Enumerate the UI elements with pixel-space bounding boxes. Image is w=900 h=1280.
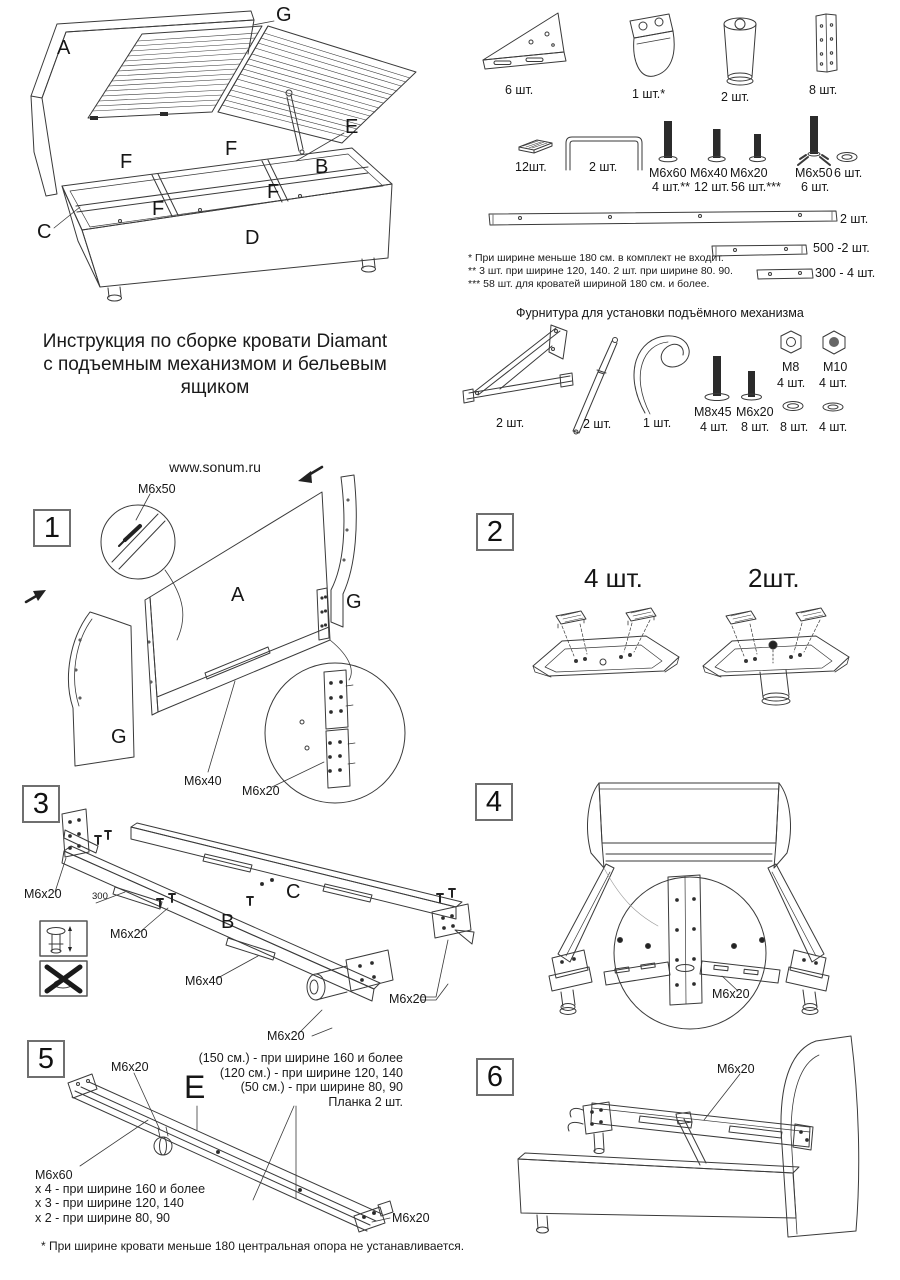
qty-slat-300: 300 - 4 шт. bbox=[815, 266, 876, 280]
overview-label-f3: F bbox=[152, 198, 165, 220]
qty-lift-bolt-m6x20: 8 шт. bbox=[741, 420, 770, 434]
qty-mounting-plate: 8 шт. bbox=[809, 83, 838, 97]
step-4-number: 4 bbox=[475, 783, 513, 821]
website-url: www.sonum.ru bbox=[169, 459, 261, 475]
qty-washer-8: 8 шт. bbox=[780, 420, 809, 434]
step-5-number: 5 bbox=[27, 1040, 65, 1078]
bolt-m8x45-icon bbox=[705, 356, 729, 401]
qty-slat-long: 2 шт. bbox=[840, 212, 869, 226]
washer-8-icon bbox=[783, 402, 803, 411]
step5-m6x60-x2: х 2 - при ширине 80, 90 bbox=[35, 1210, 170, 1225]
center-leg-bracket-icon bbox=[630, 14, 674, 76]
label-bolt-m6x40: M6x40 bbox=[690, 166, 728, 180]
washer-icon bbox=[837, 153, 857, 162]
qty-leg-bracket: 1 шт.* bbox=[632, 87, 666, 101]
step1-label-g-right: G bbox=[346, 591, 362, 613]
step1-label-m6x40: M6x40 bbox=[184, 774, 222, 788]
note-1: * При ширине меньше 180 см. в комплект не входит. bbox=[468, 252, 724, 264]
spacer-block-icon bbox=[519, 140, 552, 153]
qty-bolt-m8x45: 4 шт. bbox=[700, 420, 729, 434]
qty-nut-m8: 4 шт. bbox=[777, 376, 806, 390]
lift-mechanism-icon bbox=[463, 325, 573, 403]
hardware-notes bbox=[468, 252, 733, 291]
label-nut-m10: M10 bbox=[823, 360, 848, 374]
step3-label-b: B bbox=[221, 911, 235, 933]
step5-size-table bbox=[198, 1051, 403, 1109]
step5-label-m6x20-right: M6x20 bbox=[392, 1211, 430, 1225]
qty-bolt-m6x50: 6 шт. bbox=[801, 180, 830, 194]
lift-section-title: Фурнитура для установки подъёмного механизма bbox=[516, 306, 804, 320]
mounting-plate-icon bbox=[816, 14, 837, 72]
step2-diagram bbox=[533, 608, 849, 705]
cylindrical-leg-icon bbox=[724, 18, 756, 85]
step-6-number: 6 bbox=[476, 1058, 514, 1096]
nut-m10-icon bbox=[823, 331, 845, 354]
label-nut-m8: M8 bbox=[782, 360, 800, 374]
step3-label-m6x20-right: M6x20 bbox=[389, 992, 427, 1006]
note-2: ** 3 шт. при ширине 120, 140. 2 шт. при ширине 80. 90. bbox=[468, 265, 733, 277]
note-3: *** 58 шт. для кроватей шириной 180 см. и более. bbox=[468, 278, 710, 290]
step3-label-m6x20-bottom: M6x20 bbox=[267, 1029, 305, 1043]
label-bolt-m8x45: M8x45 bbox=[694, 405, 732, 419]
step1-label-m6x50: M6x50 bbox=[138, 482, 176, 496]
step4-diagram bbox=[549, 783, 829, 1029]
step-3-number: 3 bbox=[22, 785, 60, 823]
step6-diagram bbox=[518, 1036, 859, 1237]
step5-planka: Планка 2 шт. bbox=[328, 1094, 403, 1109]
overview-label-f2: F bbox=[225, 138, 238, 160]
bolt-m6x20-lift-icon bbox=[742, 371, 762, 400]
qty-corner-bracket: 6 шт. bbox=[505, 83, 534, 97]
step5-m6x60-block bbox=[35, 1168, 205, 1225]
bolt-m6x60-icon bbox=[659, 121, 677, 162]
qty-bolt-m6x40: 12 шт. bbox=[694, 180, 730, 194]
hardware-icons bbox=[483, 13, 857, 170]
qty-lift-mechanism: 2 шт. bbox=[496, 416, 525, 430]
corner-bracket-icon bbox=[483, 13, 566, 69]
overview-label-a: A bbox=[57, 37, 71, 59]
washer-4-icon bbox=[823, 403, 843, 411]
qty-strap: 1 шт. bbox=[643, 416, 672, 430]
step5-size-50: (50 см.) - при ширине 80, 90 bbox=[240, 1080, 403, 1095]
step6-label-m6x20: M6x20 bbox=[717, 1062, 755, 1076]
step1-label-m6x20: M6x20 bbox=[242, 784, 280, 798]
overview-label-e: E bbox=[345, 116, 359, 138]
step5-size-120: (120 см.) - при ширине 120, 140 bbox=[219, 1065, 403, 1080]
overview-label-d: D bbox=[245, 227, 260, 249]
label-bolt-m6x50: M6x50 bbox=[795, 166, 833, 180]
overview-label-f4: F bbox=[267, 181, 280, 203]
step5-size-150: (150 см.) - при ширине 160 и более bbox=[198, 1051, 403, 1065]
step4-label-m6x20: M6x20 bbox=[712, 987, 750, 1001]
qty-spacer-block: 12шт. bbox=[515, 160, 547, 174]
label-bolt-m6x20: M6x20 bbox=[730, 166, 768, 180]
step5-m6x60-x3: х 3 - при ширине 120, 140 bbox=[35, 1196, 184, 1211]
step1-diagram bbox=[26, 467, 405, 803]
step5-m6x60-x4: х 4 - при ширине 160 и более bbox=[35, 1182, 206, 1197]
step3-label-m6x40: M6x40 bbox=[185, 974, 223, 988]
step3-label-dim-300: 300 bbox=[92, 891, 108, 902]
bolt-m6x40-icon bbox=[708, 129, 725, 162]
qty-washer: 6 шт. bbox=[834, 166, 863, 180]
qty-nut-m10: 4 шт. bbox=[819, 376, 848, 390]
overview-label-c: C bbox=[37, 221, 52, 243]
overview-label-f1: F bbox=[120, 151, 133, 173]
overview-label-b: B bbox=[315, 156, 329, 178]
step1-label-a: A bbox=[231, 584, 245, 606]
qty-washer-4: 4 шт. bbox=[819, 420, 848, 434]
page-title-line1: Инструкция по сборке кровати Diamant bbox=[42, 331, 388, 352]
step-1-number: 1 bbox=[33, 509, 71, 547]
qty-cylindrical-leg: 2 шт. bbox=[721, 90, 750, 104]
nut-m8-icon bbox=[781, 331, 801, 353]
qty-u-bracket: 2 шт. bbox=[589, 160, 618, 174]
step5-label-m6x20: M6x20 bbox=[111, 1060, 149, 1074]
step2-qty-4: 4 шт. bbox=[584, 563, 643, 593]
step5-label-e: E bbox=[184, 1069, 206, 1105]
qty-bolt-m6x20: 56 шт.*** bbox=[731, 180, 781, 194]
qty-slat-500: 500 -2 шт. bbox=[813, 241, 870, 255]
title-block bbox=[15, 330, 415, 475]
step3-label-c: C bbox=[286, 881, 301, 903]
qty-bolt-m6x60: 4 шт.** bbox=[652, 180, 690, 194]
qty-gas-spring: 2 шт. bbox=[583, 417, 612, 431]
bolt-m6x20-icon bbox=[750, 134, 766, 162]
step1-label-g-left: G bbox=[111, 726, 127, 748]
step-2-number: 2 bbox=[476, 513, 514, 551]
step5-label-m6x60: M6x60 bbox=[35, 1168, 73, 1182]
step3-label-m6x20-mid: M6x20 bbox=[110, 927, 148, 941]
page-title-line2: с подъемным механизмом и бельевым ящиком bbox=[43, 354, 387, 398]
label-lift-bolt-m6x20: M6x20 bbox=[736, 405, 774, 419]
overview-bed-diagram bbox=[31, 11, 416, 301]
strap-icon bbox=[634, 336, 689, 414]
label-bolt-m6x60: M6x60 bbox=[649, 166, 687, 180]
overview-label-g: G bbox=[276, 4, 292, 26]
step5-footnote: * При ширине кровати меньше 180 центральная опора не устанавливается. bbox=[40, 1239, 465, 1253]
bolt-m6x50-icon bbox=[798, 116, 830, 165]
step2-qty-2: 2шт. bbox=[748, 563, 800, 593]
step3-label-m6x20-left: M6x20 bbox=[24, 887, 62, 901]
